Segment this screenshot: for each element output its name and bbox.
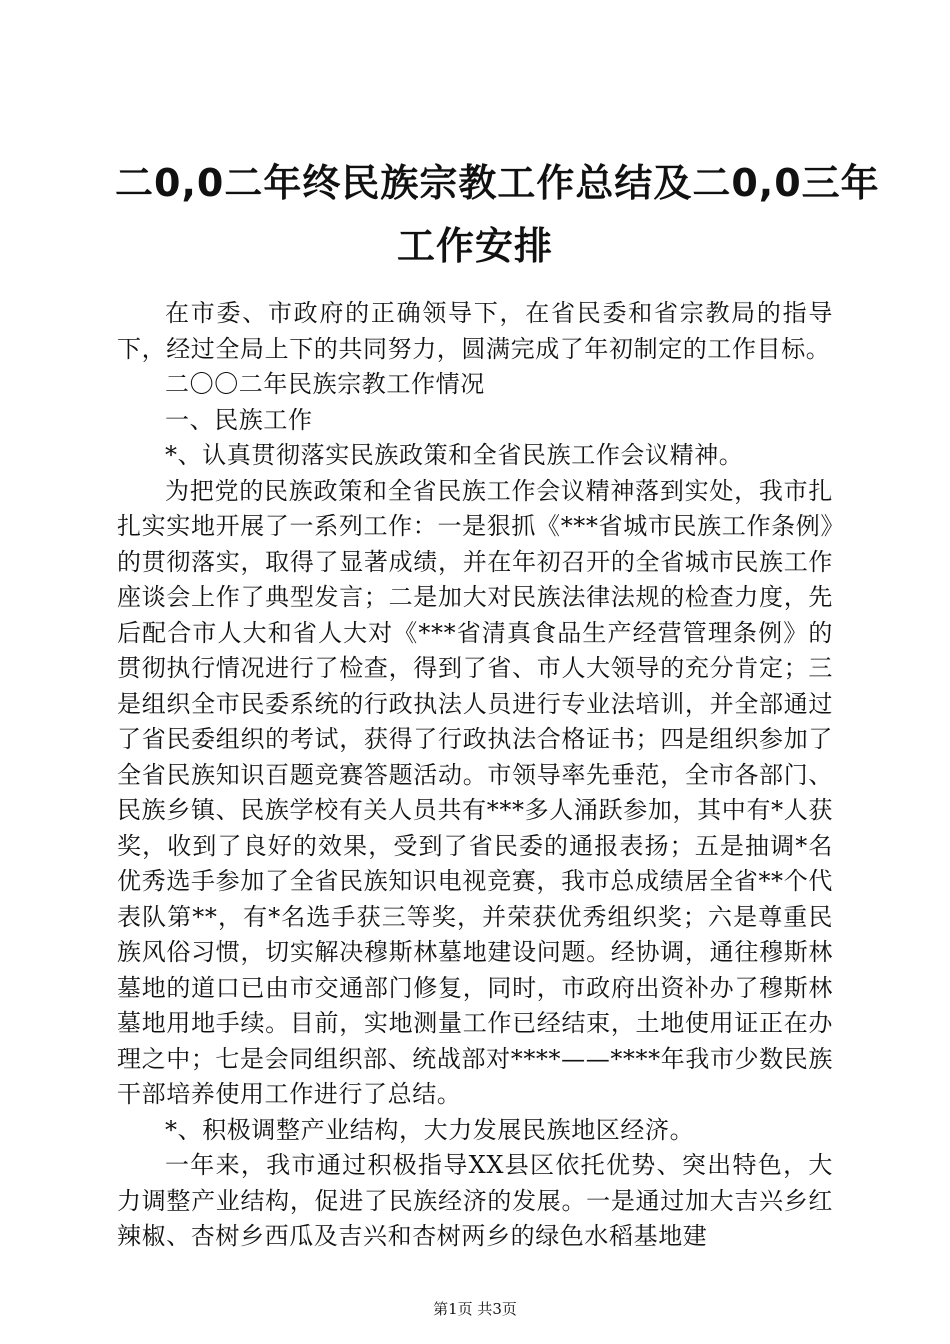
document-body (117, 296, 833, 1255)
page-footer: 第1页 共3页 (433, 1300, 517, 1318)
document-title-line-1: 二0,0二年终民族宗教工作总结及二0,0三年 (115, 161, 880, 205)
paragraph-industry-details: 一年来，我市通过积极指导XX县区依托优势、突出特色，大力调整产业结构，促进了民族经济的发展。一是通过加大吉兴乡红辣椒、杏树乡西瓜及吉兴和杏树两乡的绿色水稻基地建 (117, 1151, 833, 1250)
document-title-line-2: 工作安排 (396, 224, 553, 268)
paragraph-intro: 在市委、市政府的正确领导下，在省民委和省宗教局的指导下，经过全局上下的共同努力，圆满完成了年初制定的工作目标。 (117, 299, 833, 363)
subheading-industry: *、积极调整产业结构，大力发展民族地区经济。 (165, 1115, 695, 1144)
subheading-policy: *、认真贯彻落实民族政策和全省民族工作会议精神。 (165, 441, 744, 469)
section-heading-2002: 二〇〇二年民族宗教工作情况 (165, 370, 485, 398)
paragraph-policy-details: 为把党的民族政策和全省民族工作会议精神落到实处，我市扎扎实实地开展了一系列工作：一是狠抓《***省城市民族工作条例》的贯彻落实，取得了显著成绩，并在年初召开的全省城市民族工作座谈会上作了典型发言；二是加大对民族法律法规的检查力度，先后配合市人大和省人大对《***省清真食品生产经营管理条例》的贯彻执行情况进行了检查，得到了省、市人大领导的充分肯定；三是组织全市民委系统的行政执法人员进行专业法培训，并全部通过了省民委组织的考试，获得了行政执法合格证书；四是组织参加了全省民族知识百题竞赛答题活动。市领导率先垂范，全市各部门、民族乡镇、民族学校有关人员共有***多人涌跃参加，其中有*人获奖，收到了良好的效果，受到了省民委的通报表扬；五是抽调*名优秀选手参加了全省民族知识电视竞赛，我市总成绩居全省**个代表队第**，有*名选手获三等奖，并荣获优秀组织奖；六是尊重民族风俗习惯，切实解决穆斯林墓地建设问题。经协调，通往穆斯林墓地的道口已由市交通部门修复，同时，市政府出资补办了穆斯林墓地用地手续。目前，实地测量工作已经结束，土地使用证正在办理之中；七是会同组织部、统战部对****——****年我市少数民族干部培养使用工作进行了总结。 (117, 476, 833, 1108)
section-heading-ethnic-work: 一、民族工作 (165, 405, 313, 434)
